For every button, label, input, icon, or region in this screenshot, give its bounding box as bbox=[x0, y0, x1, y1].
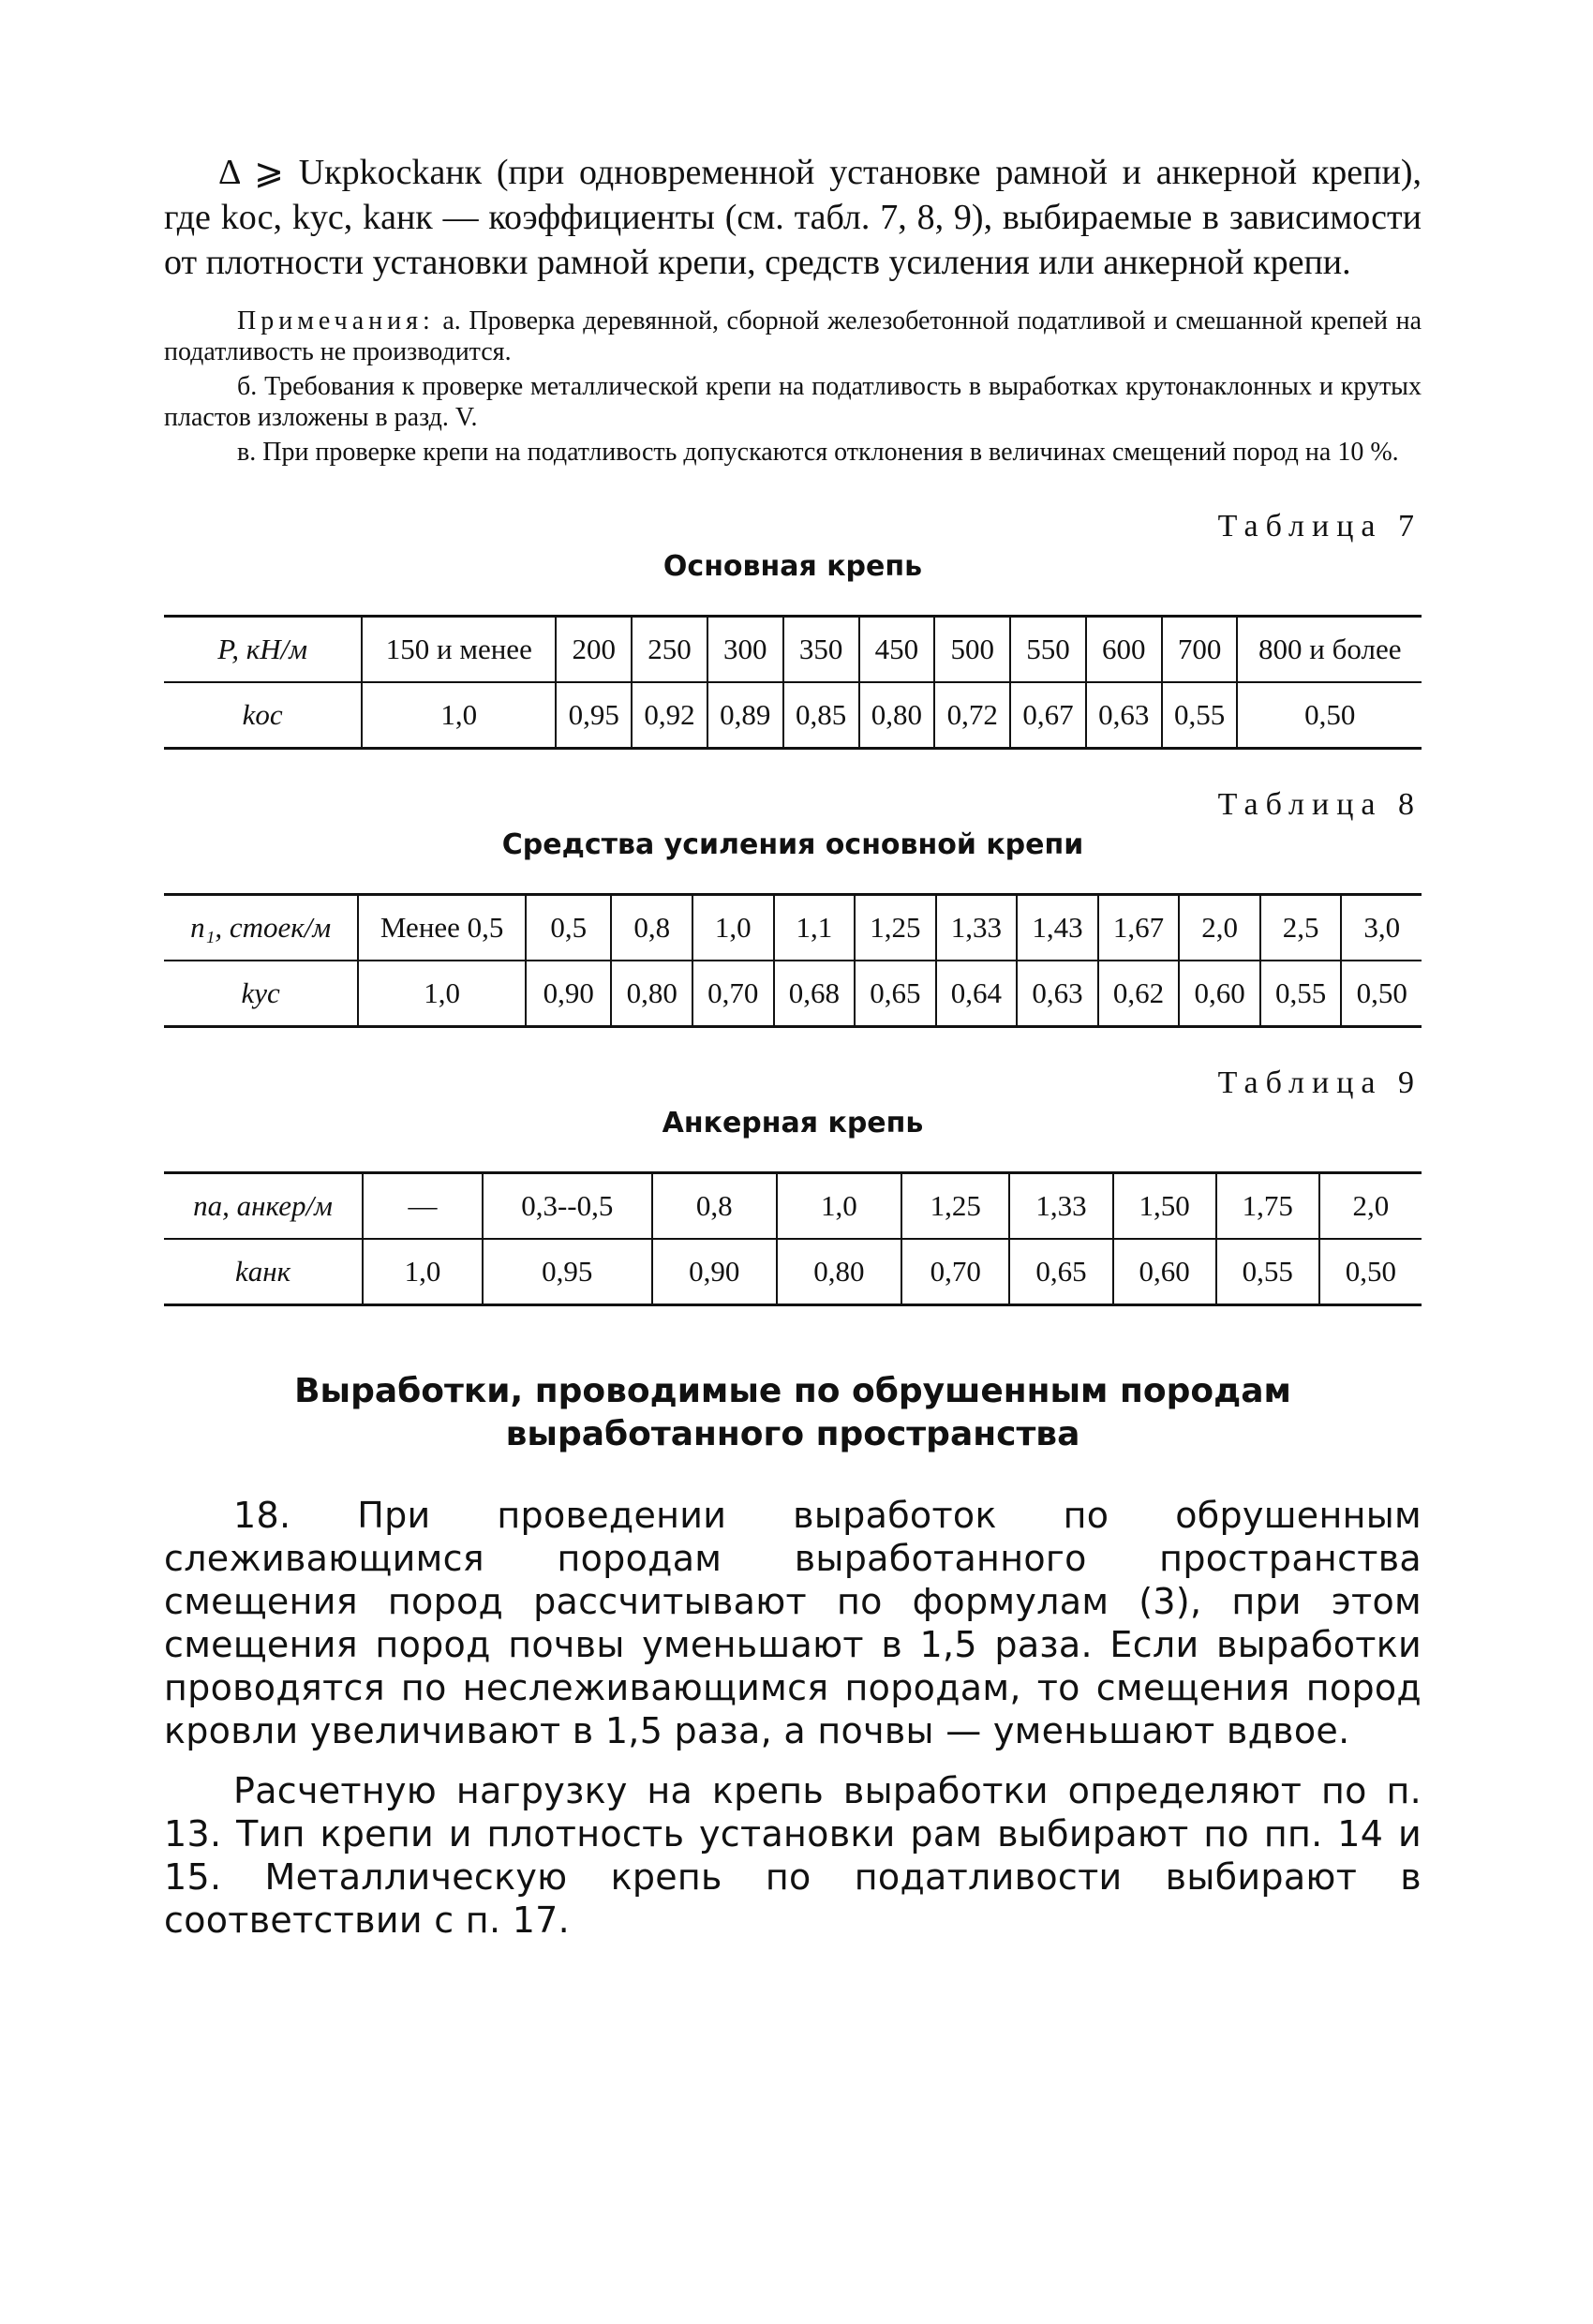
table8-row2-cell: 0,80 bbox=[611, 961, 692, 1027]
table8-row1-cell: 1,25 bbox=[855, 895, 936, 961]
table7-row1-cell: 300 bbox=[707, 617, 783, 683]
table7-row1-cell: 450 bbox=[859, 617, 935, 683]
notes-label: Примечания: bbox=[237, 306, 435, 335]
table9-row2-cell: 0,90 bbox=[652, 1239, 777, 1305]
table8-row2-cell: 0,62 bbox=[1098, 961, 1180, 1027]
table8-row2-cell: 0,68 bbox=[774, 961, 856, 1027]
table9-row1-cell: 2,0 bbox=[1319, 1173, 1422, 1240]
table7-row2-cell: 0,55 bbox=[1162, 682, 1238, 749]
table7-row2-label: kос bbox=[164, 682, 362, 749]
table9-row2-cell: 0,70 bbox=[901, 1239, 1009, 1305]
table9-title: Анкерная крепь bbox=[662, 1107, 924, 1140]
table9-row1-cell: 0,3--0,5 bbox=[483, 1173, 652, 1240]
table7-row2-cell: 0,67 bbox=[1010, 682, 1086, 749]
table8-row1-cell: 1,0 bbox=[692, 895, 774, 961]
table7-row1-cell: 550 bbox=[1010, 617, 1086, 683]
table7-row1-label: P, кН/м bbox=[164, 617, 362, 683]
table9-row1-cell: 0,8 bbox=[652, 1173, 777, 1240]
note-a-text: а. Проверка деревянной, сборной железобетонной податливой и смешанной крепей на податливость не производится. bbox=[164, 306, 1422, 366]
table7-row-load bbox=[164, 617, 1422, 683]
table9-row2-cell: 0,80 bbox=[777, 1239, 901, 1305]
note-b: б. Требования к проверке металлической крепи на податливость в выработках крутонаклонных и крутых пластов изложены в разд. V. bbox=[164, 372, 1422, 432]
table8-row1-label: n₁, стоек/м bbox=[164, 895, 358, 961]
table9-row1-cell: 1,50 bbox=[1113, 1173, 1216, 1240]
paragraph-load: Расчетную нагрузку на крепь выработки определяют по п. 13. Тип крепи и плотность установки рам выбирают по пп. 14 и 15. Металлическую крепь по податливости выбирают в соответствии с п. 17. bbox=[164, 1770, 1422, 1941]
table8-row1-cell: 0,8 bbox=[611, 895, 692, 961]
table9-row2-cell: 0,60 bbox=[1113, 1239, 1216, 1305]
table7-title: Основная крепь bbox=[663, 550, 923, 583]
table8-row2-cell: 0,60 bbox=[1179, 961, 1260, 1027]
table8-row1-cell: 1,1 bbox=[774, 895, 856, 961]
note-a bbox=[164, 305, 1422, 367]
table7-row1-cell: 700 bbox=[1162, 617, 1238, 683]
table8-row2-cell: 0,65 bbox=[855, 961, 936, 1027]
table7-row-koeff bbox=[164, 682, 1422, 749]
table9-row1-cell: 1,75 bbox=[1216, 1173, 1319, 1240]
table7-row1-cell: 200 bbox=[556, 617, 632, 683]
table7-row2-cell: 0,63 bbox=[1086, 682, 1162, 749]
table8-row1-cell: 0,5 bbox=[526, 895, 611, 961]
table8-row2-cell: 1,0 bbox=[358, 961, 526, 1027]
table8-number: Таблица 8 bbox=[1217, 787, 1422, 822]
table7-row2-cell: 0,72 bbox=[934, 682, 1010, 749]
table8-row1-cell: 2,0 bbox=[1179, 895, 1260, 961]
table7-row2-cell: 0,85 bbox=[783, 682, 859, 749]
document-page bbox=[164, 150, 1422, 1942]
note-c: в. При проверке крепи на податливость допускаются отклонения в величинах смещений пород на 10 %. bbox=[237, 438, 1399, 467]
table9-row1-label: nа, анкер/м bbox=[164, 1173, 363, 1240]
table7-row2-cell: 0,89 bbox=[707, 682, 783, 749]
table9-number: Таблица 9 bbox=[1217, 1065, 1422, 1100]
table9-row2-cell: 0,55 bbox=[1216, 1239, 1319, 1305]
table8-row2-cell: 0,55 bbox=[1260, 961, 1342, 1027]
section-heading-line1: Выработки, проводимые по обрушенным породам bbox=[294, 1372, 1291, 1410]
table7-row1-cell: 500 bbox=[934, 617, 1010, 683]
table9 bbox=[164, 1171, 1422, 1306]
table9-row2-cell: 0,65 bbox=[1009, 1239, 1112, 1305]
table8-row1-cell: 1,43 bbox=[1017, 895, 1098, 961]
section-heading bbox=[164, 1370, 1422, 1456]
table7-row1-cell: 250 bbox=[632, 617, 707, 683]
table8-row1-cell: 1,33 bbox=[936, 895, 1018, 961]
table8-row-koeff bbox=[164, 961, 1422, 1027]
table9-row-anchors bbox=[164, 1173, 1422, 1240]
paragraph-18: 18. При проведении выработок по обрушенным слеживающимся породам выработанного пространства смещения пород рассчитывают по формулам (3), при этом смещения пород почвы уменьшают в 1,5 раза. Если выработки проводятся по неслеживающимся породам, то смещения пород кровли увеличивают в 1,5 раза, а почвы — уменьшают вдвое. bbox=[164, 1495, 1422, 1751]
table8-row1-cell: 3,0 bbox=[1341, 895, 1422, 961]
table8-row2-cell: 0,70 bbox=[692, 961, 774, 1027]
table9-row1-cell: 1,33 bbox=[1009, 1173, 1112, 1240]
table7-row2-cell: 1,0 bbox=[362, 682, 556, 749]
table8-row2-cell: 0,64 bbox=[936, 961, 1018, 1027]
notes-block bbox=[164, 305, 1422, 468]
table7-number: Таблица 7 bbox=[1217, 509, 1422, 544]
table8-row1-cell: 1,67 bbox=[1098, 895, 1180, 961]
table8-row-props bbox=[164, 895, 1422, 961]
table9-row1-cell: — bbox=[363, 1173, 483, 1240]
table8-title: Средства усиления основной крепи bbox=[501, 828, 1084, 861]
table8-row2-cell: 0,63 bbox=[1017, 961, 1098, 1027]
table9-row2-cell: 1,0 bbox=[363, 1239, 483, 1305]
table7-row1-cell: 600 bbox=[1086, 617, 1162, 683]
table8-row1-cell: Менее 0,5 bbox=[358, 895, 526, 961]
table7-row1-cell: 800 и более bbox=[1237, 617, 1422, 683]
table7-row2-cell: 0,80 bbox=[859, 682, 935, 749]
table8-row2-label: kус bbox=[164, 961, 358, 1027]
table9-row2-label: kанк bbox=[164, 1239, 363, 1305]
table9-row1-cell: 1,25 bbox=[901, 1173, 1009, 1240]
table8 bbox=[164, 893, 1422, 1028]
table7-row2-cell: 0,50 bbox=[1237, 682, 1422, 749]
table9-row-koeff bbox=[164, 1239, 1422, 1305]
table8-row2-cell: 0,90 bbox=[526, 961, 611, 1027]
table8-row1-cell: 2,5 bbox=[1260, 895, 1342, 961]
table7 bbox=[164, 615, 1422, 750]
table7-row1-cell: 150 и менее bbox=[362, 617, 556, 683]
table9-row1-cell: 1,0 bbox=[777, 1173, 901, 1240]
section-heading-line2: выработанного пространства bbox=[505, 1415, 1080, 1453]
formula-paragraph: Δ ⩾ Uкрkосkанк (при одновременной установке рамной и анкерной крепи), где kос, kус, kанк — коэффициенты (см. табл. 7, 8, 9), выбираемые в зависимости от плотности установки рамной крепи, средств усиления или анкерной крепи. bbox=[164, 153, 1422, 282]
table7-row2-cell: 0,95 bbox=[556, 682, 632, 749]
table8-row2-cell: 0,50 bbox=[1341, 961, 1422, 1027]
table7-row2-cell: 0,92 bbox=[632, 682, 707, 749]
table9-row2-cell: 0,50 bbox=[1319, 1239, 1422, 1305]
table9-row2-cell: 0,95 bbox=[483, 1239, 652, 1305]
table7-row1-cell: 350 bbox=[783, 617, 859, 683]
